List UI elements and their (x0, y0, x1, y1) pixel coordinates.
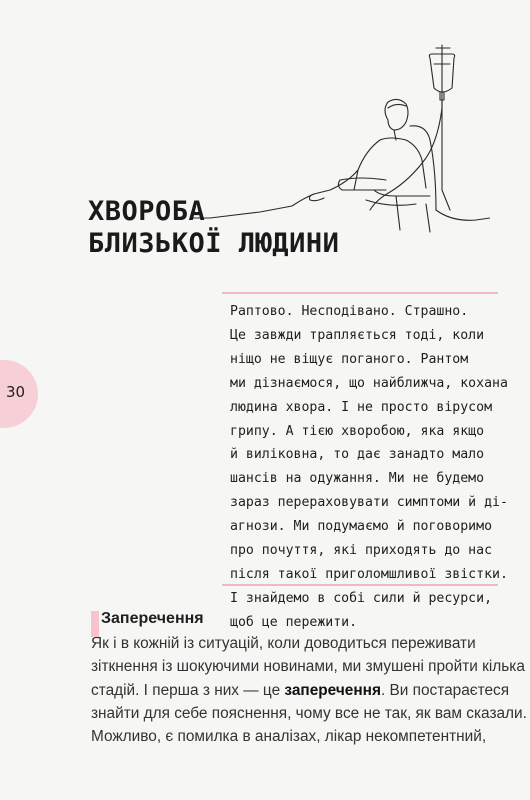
body-line (91, 679, 519, 702)
chapter-title-line-1: ХВОРОБА (88, 196, 206, 227)
intro-line: ми дізнаємося, що найближча, кохана (230, 375, 508, 391)
intro-line: агнози. Ми подумаємо й поговоримо (230, 519, 493, 535)
intro-line: про почуття, які приходять до нас (230, 543, 493, 559)
emphasis-denial: заперечення (284, 681, 381, 699)
intro-line: Це завжди трапляється тоді, коли (230, 327, 485, 343)
chapter-title (88, 196, 339, 260)
intro-line: І знайдемо в собі сили й ресурси, (230, 590, 493, 606)
intro-line: зараз перераховувати симптоми й ді- (230, 495, 508, 511)
intro-line: після такої приголомшливої звістки. (230, 566, 508, 582)
intro-line: щоб це пережити. (230, 614, 358, 630)
intro-line: ніщо не віщує поганого. Рантом (230, 351, 469, 367)
body-line: зіткнення із шокуючими новинами, ми змушені пройти кілька (91, 658, 525, 676)
page-number: 30 (6, 383, 26, 401)
intro-bottom-divider (222, 584, 498, 586)
intro-line: й виліковна, то дає занадто мало (230, 447, 485, 463)
intro-top-divider (222, 292, 498, 294)
body-line: знайти для себе пояснення, чому все не так, як вам сказали. (91, 704, 527, 722)
body-line: Можливо, є помилка в аналізах, лікар некомпетентний, (91, 728, 487, 746)
intro-line: грипу. А тією хворобою, яка якщо (230, 423, 485, 439)
chapter-title-line-2: БЛИЗЬКОЇ ЛЮДИНИ (88, 228, 340, 259)
body-line-prefix: стадій. І перша з них — це (91, 681, 285, 699)
section-heading: Заперечення (101, 610, 204, 627)
intro-line: Раптово. Несподівано. Страшно. (230, 304, 469, 319)
body-line-suffix: . Ви постараєтеся (380, 681, 510, 699)
section-body (91, 632, 527, 748)
intro-line: шансів на одужання. Ми не будемо (230, 471, 485, 487)
intro-line: людина хвора. І не просто вірусом (230, 399, 493, 415)
body-line: Як і в кожній із ситуацій, коли доводиться переживати (91, 635, 476, 652)
